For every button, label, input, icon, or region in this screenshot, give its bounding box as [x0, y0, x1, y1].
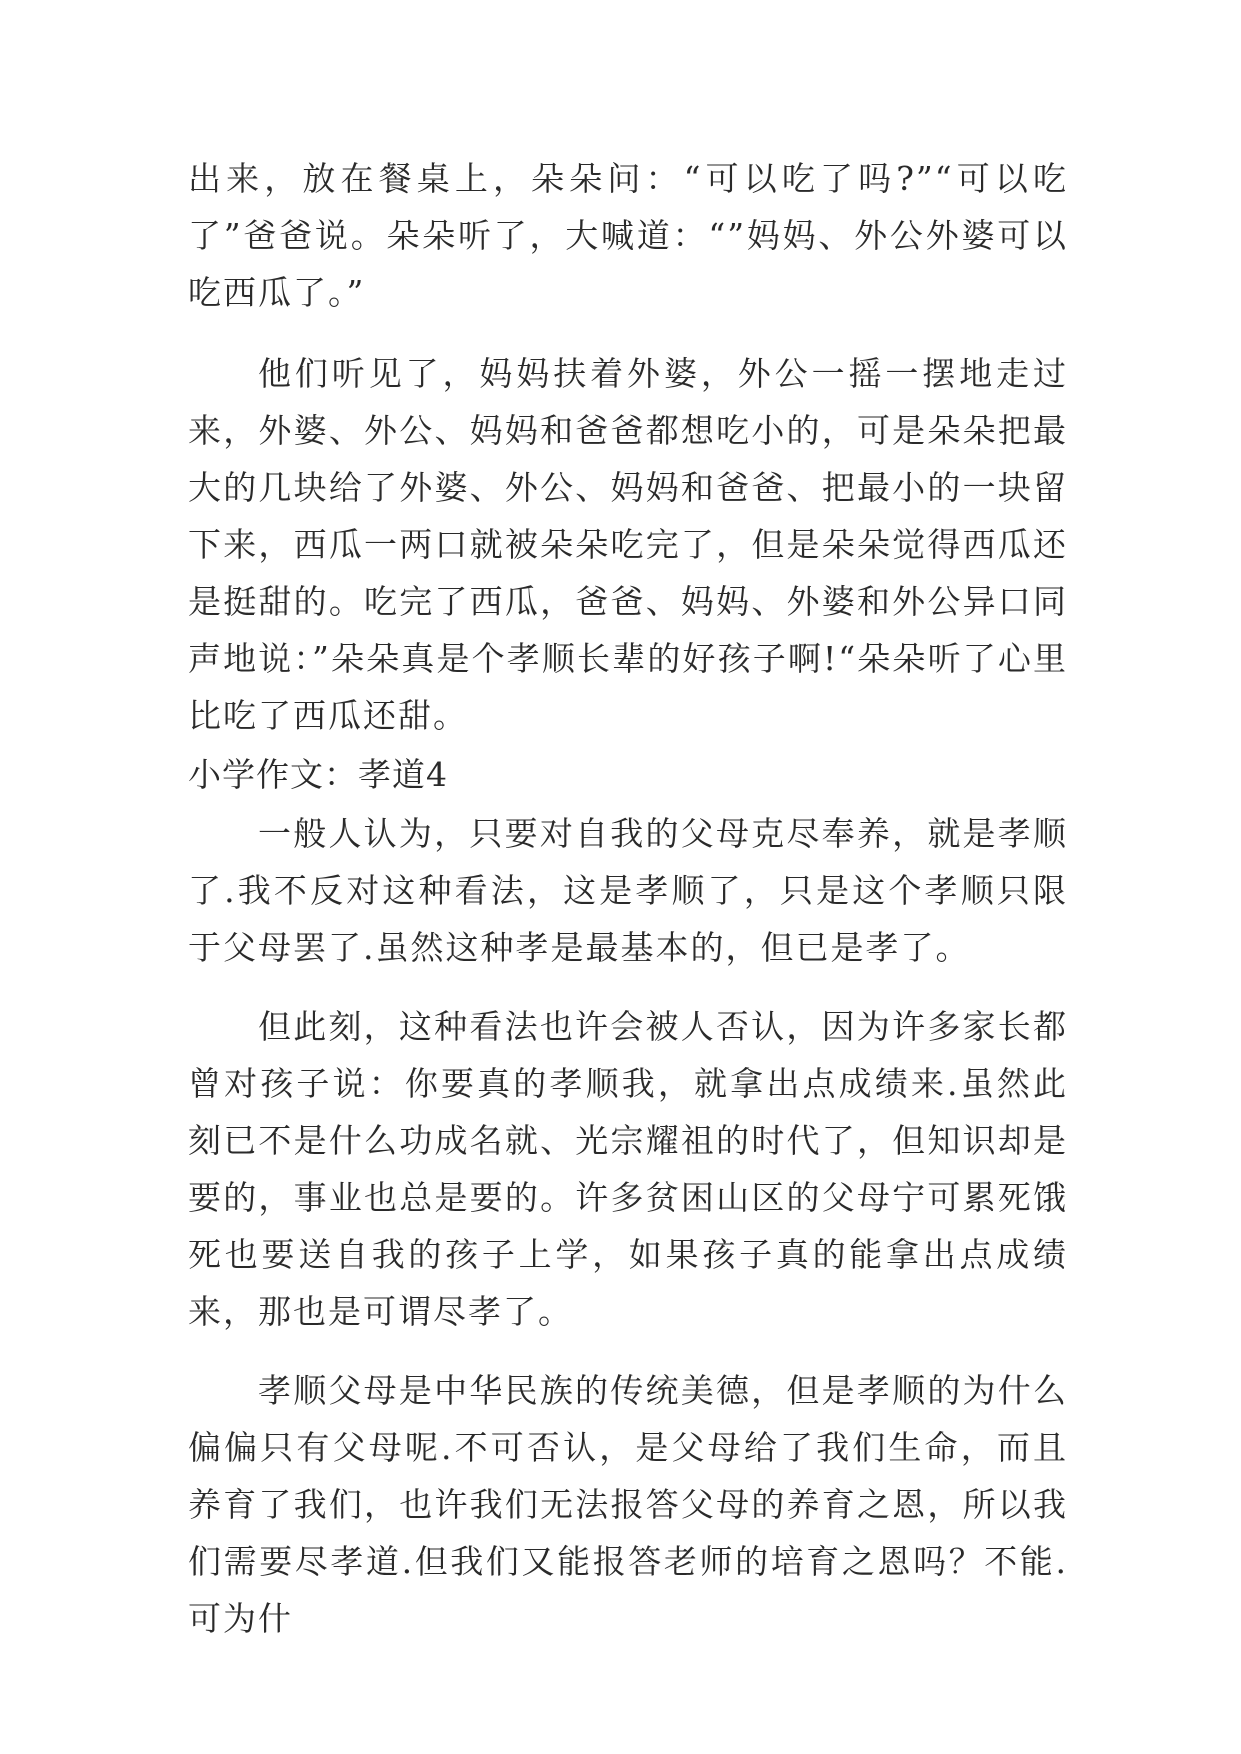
paragraph-parents-expectation: 但此刻，这种看法也许会被人否认，因为许多家长都曾对孩子说：你要真的孝顺我，就拿出点成绩来.虽然此刻已不是什么功成名就、光宗耀祖的时代了，但知识却是要的，事业也总是要的。许多贫困山区的父母宁可累死饿死也要送自我的孩子上学，如果孩子真的能拿出点成绩来，那也是可谓尽孝了。: [188, 1007, 1068, 1331]
document-page: [188, 150, 1068, 1647]
paragraph-family-watermelon: 他们听见了，妈妈扶着外婆，外公一摇一摆地走过来，外婆、外公、妈妈和爸爸都想吃小的，可是朵朵把最大的几块给了外婆、外公、妈妈和爸爸、把最小的一块留下来，西瓜一两口就被朵朵吃完了，但是朵朵觉得西瓜还是挺甜的。吃完了西瓜，爸爸、妈妈、外婆和外公异口同声地说：”朵朵真是个孝顺长辈的好孩子啊!“朵朵听了心里比吃了西瓜还甜。: [188, 354, 1068, 735]
section-title: 小学作文：孝道4: [188, 755, 448, 794]
paragraph-continuation: 出来，放在餐桌上，朵朵问：“可以吃了吗?”“可以吃了”爸爸说。朵朵听了，大喊道：“”妈妈、外公外婆可以吃西瓜了。”: [188, 159, 1068, 312]
paragraph-filial-view: 一般人认为，只要对自我的父母克尽奉养，就是孝顺了.我不反对这种看法，这是孝顺了，只是这个孝顺只限于父母罢了.虽然这种孝是最基本的，但已是孝了。: [188, 814, 1068, 967]
paragraph-teachers-gratitude: 孝顺父母是中华民族的传统美德，但是孝顺的为什么偏偏只有父母呢.不可否认，是父母给了我们生命，而且养育了我们，也许我们无法报答父母的养育之恩，所以我们需要尽孝道.但我们又能报答老师的培育之恩吗？不能.可为什: [188, 1371, 1068, 1638]
